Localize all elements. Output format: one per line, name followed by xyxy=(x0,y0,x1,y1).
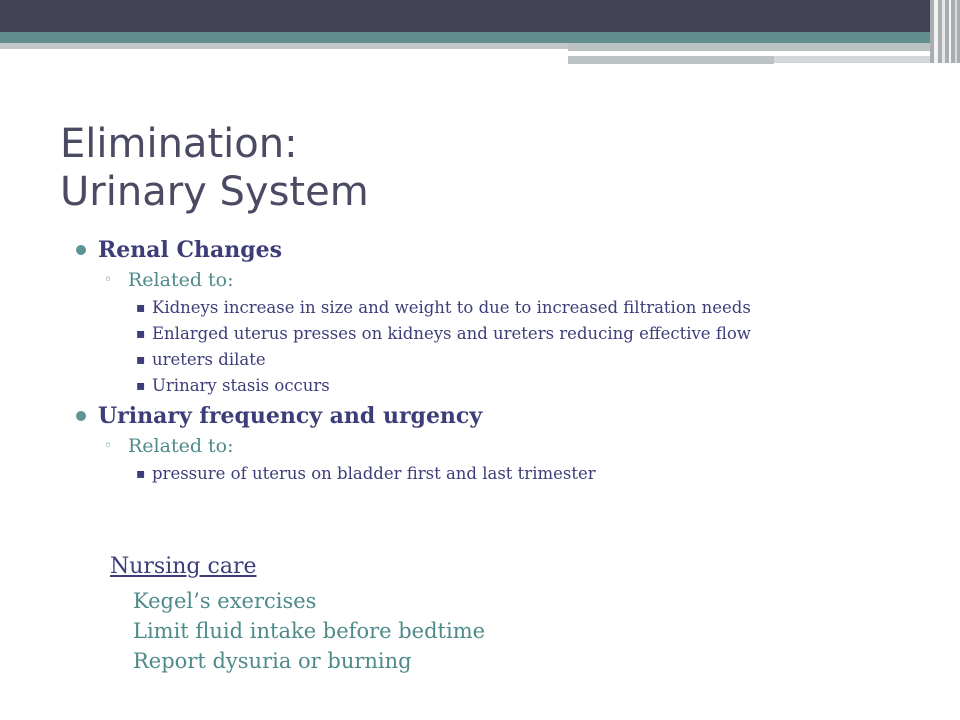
header-dark-bar xyxy=(0,0,960,32)
header-grey-bar xyxy=(0,43,568,49)
sub-bullet-text: Related to: xyxy=(128,435,234,457)
ring-bullet-icon: ◦ xyxy=(104,438,113,454)
care-item: Kegel’s exercises xyxy=(133,589,317,613)
header-grey-bar xyxy=(568,56,774,64)
sub-bullet-text: Related to: xyxy=(128,269,234,291)
bullet-text: Urinary frequency and urgency xyxy=(98,403,483,429)
bullet-urinary-frequency xyxy=(76,402,896,430)
dot-bullet-icon: ▪ xyxy=(136,300,146,316)
list-item xyxy=(76,376,896,396)
list-item xyxy=(76,298,896,318)
care-item: Report dysuria or burning xyxy=(133,649,412,673)
list-item-text: Kidneys increase in size and weight to due to increased filtration needs xyxy=(152,298,751,317)
bullet-text: Renal Changes xyxy=(98,237,283,263)
list-item xyxy=(76,464,896,484)
list-item-text: Enlarged uterus presses on kidneys and ureters reducing effective flow xyxy=(152,324,751,343)
bullet-dot-icon xyxy=(76,411,86,421)
sub-bullet-related xyxy=(76,268,896,292)
header-divider xyxy=(568,51,888,53)
slide-title-line2: Urinary System xyxy=(60,169,369,215)
dot-bullet-icon: ▪ xyxy=(136,352,146,368)
nursing-care-heading xyxy=(110,553,256,581)
bullet-renal-changes xyxy=(76,236,896,264)
header-corner-stripes xyxy=(930,0,960,63)
list-item xyxy=(76,350,896,370)
header-grey-bar xyxy=(568,43,930,51)
sub-bullet-related xyxy=(76,434,896,458)
slide-title-line1: Elimination: xyxy=(60,121,298,167)
list-item-text: ureters dilate xyxy=(152,350,266,369)
header-grey-bar xyxy=(774,56,930,63)
dot-bullet-icon: ▪ xyxy=(136,378,146,394)
dot-bullet-icon: ▪ xyxy=(136,326,146,342)
dot-bullet-icon: ▪ xyxy=(136,466,146,482)
header-teal-bar xyxy=(0,32,930,43)
list-item xyxy=(76,324,896,344)
nursing-care-title: Nursing care xyxy=(110,554,257,579)
list-item-text: Urinary stasis occurs xyxy=(152,376,330,395)
care-item: Limit fluid intake before bedtime xyxy=(133,619,486,643)
slide-title xyxy=(60,120,900,216)
bullet-dot-icon xyxy=(76,245,86,255)
slide-body xyxy=(76,232,896,490)
ring-bullet-icon: ◦ xyxy=(104,272,113,288)
nursing-care-list xyxy=(133,586,485,676)
list-item-text: pressure of uterus on bladder first and last trimester xyxy=(152,464,596,483)
